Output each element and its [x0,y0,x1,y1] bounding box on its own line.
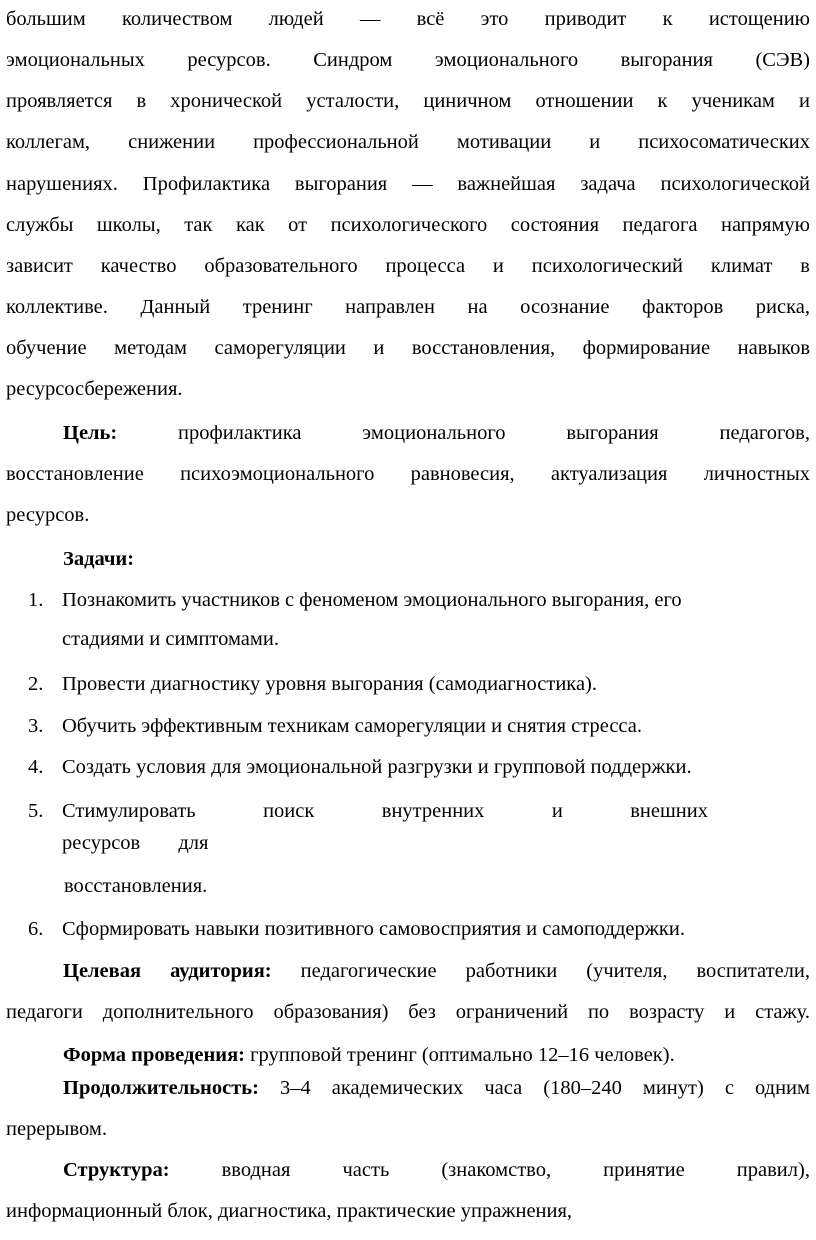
task-text-continued: ресурсов для [62,832,209,854]
intro-line-10: ресурсосбережения. [6,378,183,400]
goal-word: профилактика [178,422,302,444]
task-text-continued: восстановления. [64,875,208,897]
structure-label: Структура: [63,1159,170,1181]
task-text-continued: стадиями и симптомами. [62,628,279,650]
form-line [6,1041,810,1069]
task-number: 3. [28,715,44,737]
goal-line-2: восстановление психоэмоционального равновесия, актуализация личностных [6,463,810,485]
goal-word: выгорания [566,422,659,444]
task-word: и [551,800,563,822]
task-word: внутренних [381,800,485,822]
audience-line-2: педагоги дополнительного образования) без ограничений по возрасту и стажу. [6,1001,810,1023]
task-number: 4. [28,756,44,778]
goal-line-1 [6,419,810,447]
duration-text: 3–4 академических часа (180–240 минут) с одним [258,1077,810,1099]
structure-word: (знакомство, [441,1159,552,1181]
structure-line-1 [6,1156,810,1184]
intro-line-1: большим количеством людей — всё это приводит к истощению [6,8,810,30]
audience-label: Целевая аудитория: [63,960,272,982]
structure-word: правил), [736,1159,810,1181]
audience-text: педагогические работники (учителя, воспитатели, [271,960,810,982]
structure-word: вводная [221,1159,291,1181]
structure-word: принятие [603,1159,685,1181]
goal-word: эмоционального [362,422,506,444]
task-number: 1. [28,589,44,611]
structure-line-2: информационный блок, диагностика, практические упражнения, [6,1200,573,1222]
task-text: Провести диагностику уровня выгорания (самодиагностика). [62,673,598,695]
goal-label: Цель: [63,422,118,444]
task-word: Стимулировать [62,800,196,822]
duration-label: Продолжительность: [63,1077,259,1099]
intro-line-6: службы школы, так как от психологического состояния педагога напрямую [6,214,810,236]
task-text: Обучить эффективным техникам саморегуляции и снятия стресса. [62,715,642,737]
task-number: 2. [28,673,44,695]
intro-line-2: эмоциональных ресурсов. Синдром эмоционального выгорания (СЭВ) [6,49,810,71]
duration-line-1 [6,1074,810,1102]
form-text: групповой тренинг (оптимально 12–16 человек). [245,1044,675,1066]
audience-line-1 [6,957,810,985]
goal-line-3: ресурсов. [6,504,90,526]
intro-line-4: коллегам, снижении профессиональной мотивации и психосоматических [6,131,810,153]
task-text-justified [62,797,708,825]
intro-line-8: коллективе. Данный тренинг направлен на осознание факторов риска, [6,296,810,318]
goal-word: педагогов, [719,422,810,444]
task-word: поиск [263,800,315,822]
duration-line-2: перерывом. [6,1118,107,1140]
intro-line-7: зависит качество образовательного процесса и психологический климат в [6,255,810,277]
intro-line-5: нарушениях. Профилактика выгорания — важнейшая задача психологической [6,173,810,195]
task-word: внешних [630,800,708,822]
intro-line-3: проявляется в хронической усталости, циничном отношении к ученикам и [6,90,810,112]
task-text: Сформировать навыки позитивного самовосприятия и самоподдержки. [62,918,685,940]
task-number: 6. [28,918,44,940]
structure-word: часть [342,1159,390,1181]
intro-line-9: обучение методам саморегуляции и восстановления, формирование навыков [6,337,810,359]
task-text: Создать условия для эмоциональной разгрузки и групповой поддержки. [62,756,692,778]
task-text: Познакомить участников с феноменом эмоционального выгорания, его [62,589,682,611]
tasks-heading: Задачи: [63,548,135,570]
form-label: Форма проведения: [63,1044,246,1066]
task-number: 5. [28,800,44,822]
